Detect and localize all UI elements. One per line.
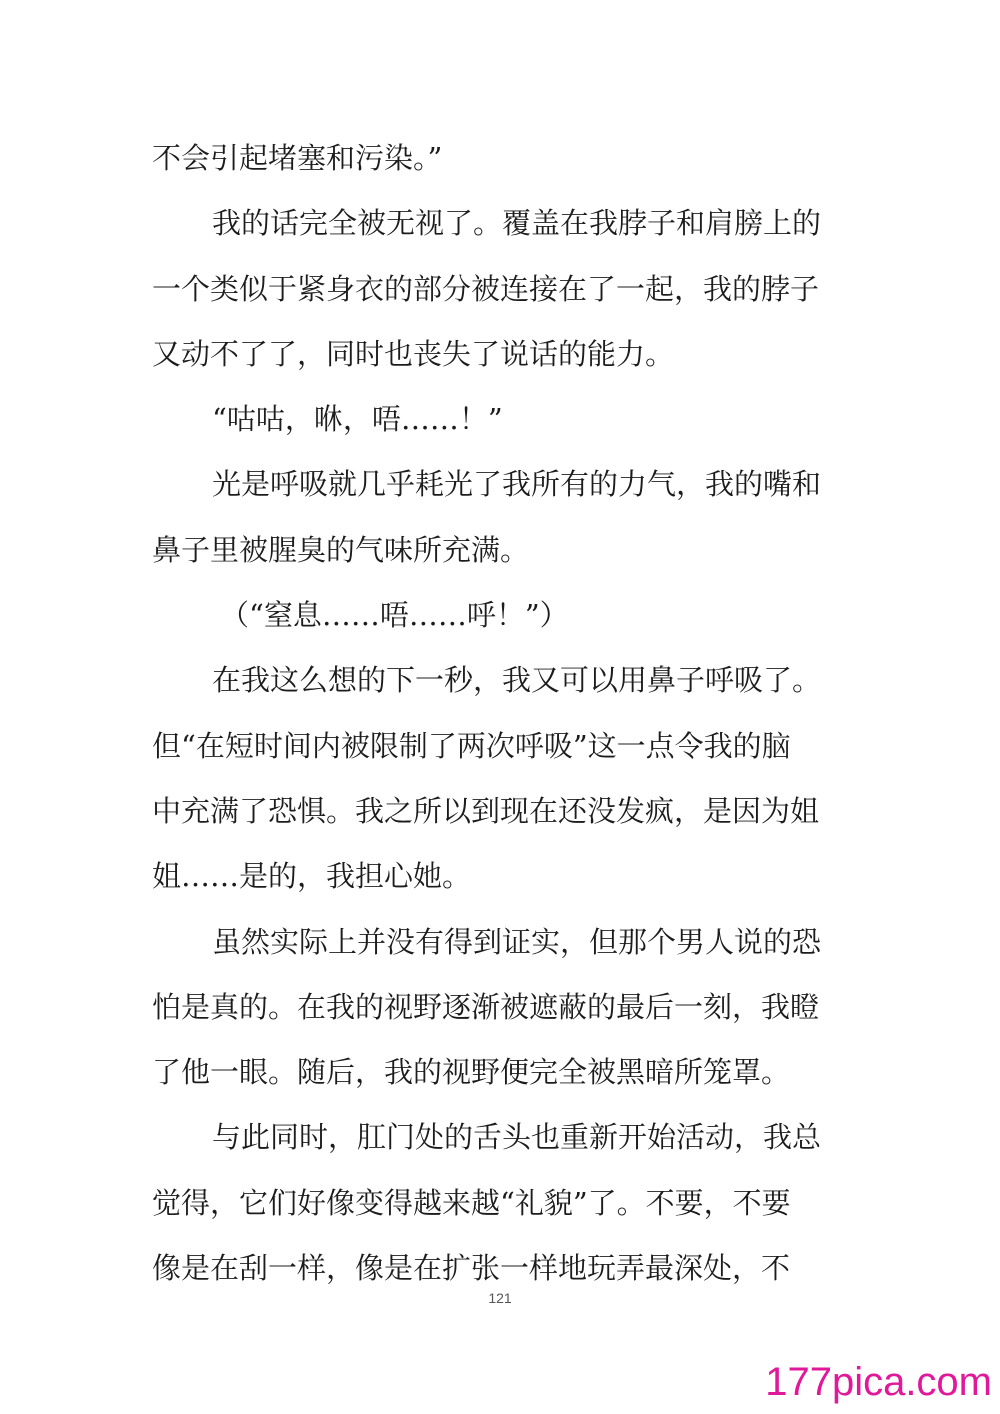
text-line: 又动不了了，同时也丧失了说话的能力。 (152, 336, 675, 371)
text-line: （“窒息……唔……呼！”） (220, 598, 569, 633)
text-line: 我的话完全被无视了。覆盖在我脖子和肩膀上的 (212, 206, 822, 241)
text-line: 怕是真的。在我的视野逐渐被遮蔽的最后一刻，我瞪 (152, 989, 820, 1024)
text-line: 鼻子里被腥臭的气味所充满。 (152, 532, 530, 567)
text-line: 光是呼吸就几乎耗光了我所有的力气，我的嘴和 (212, 467, 822, 502)
text-line: 姐……是的，我担心她。 (152, 859, 472, 894)
text-line: 在我这么想的下一秒，我又可以用鼻子呼吸了。 (212, 663, 822, 698)
text-line: 与此同时，肛门处的舌头也重新开始活动，我总 (212, 1120, 822, 1155)
body-text (152, 126, 852, 1301)
page-number: 121 (488, 1290, 512, 1306)
text-line: “咕咕，咻，唔……！” (212, 402, 503, 437)
text-line: 不会引起堵塞和污染。” (152, 141, 443, 175)
text-line: 像是在刮一样，像是在扩张一样地玩弄最深处，不 (152, 1251, 791, 1286)
text-line: 一个类似于紧身衣的部分被连接在了一起，我的脖子 (152, 271, 820, 306)
text-line: 觉得，它们好像变得越来越“礼貌”了。不要，不要 (152, 1185, 791, 1220)
text-line: 但“在短时间内被限制了两次呼吸”这一点令我的脑 (152, 728, 791, 763)
text-line: 虽然实际上并没有得到证实，但那个男人说的恐 (212, 924, 822, 959)
text-line: 中充满了恐惧。我之所以到现在还没发疯，是因为姐 (152, 793, 820, 828)
watermark: 177pica.com (765, 1360, 992, 1404)
text-line: 了他一眼。随后，我的视野便完全被黑暗所笼罩。 (152, 1055, 791, 1090)
